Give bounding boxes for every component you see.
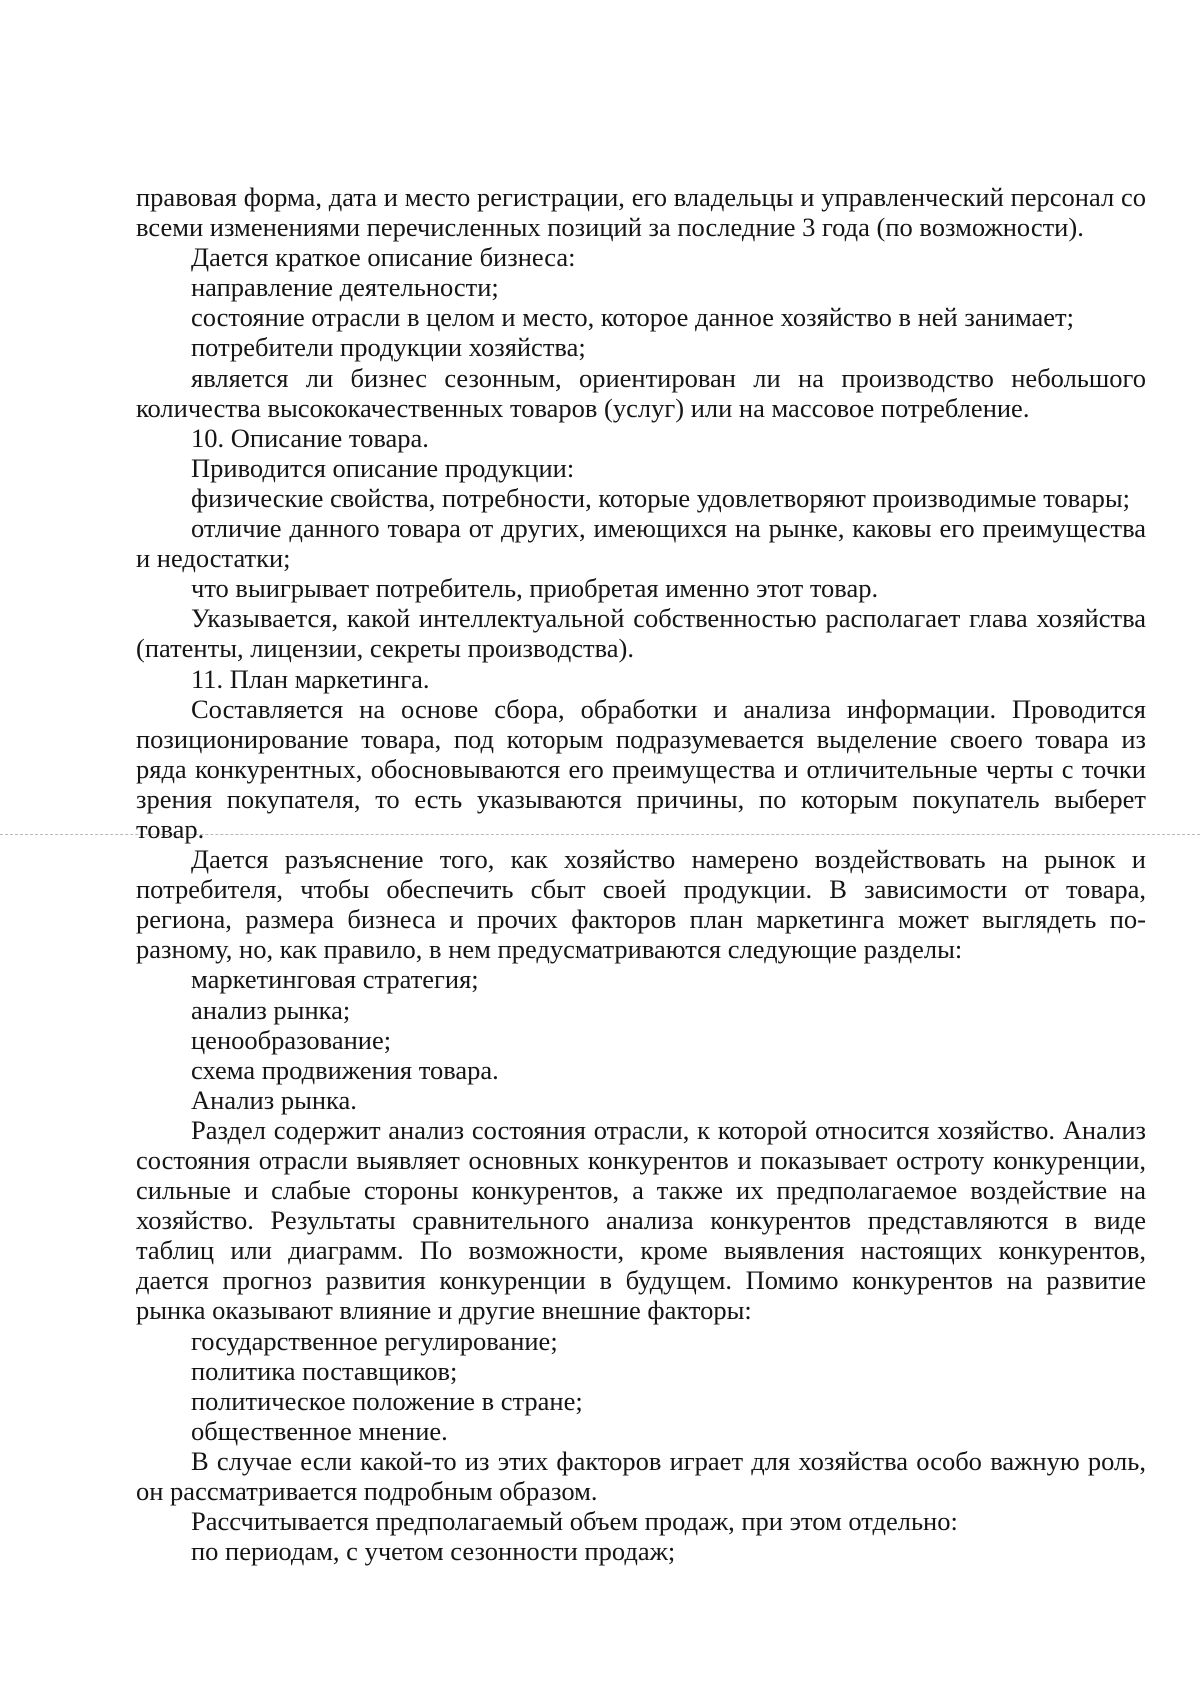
list-item: направление деятельности; [191, 272, 499, 303]
section-heading: 10. Описание товара. [191, 422, 429, 453]
list-item: государственное регулирование; [191, 1325, 558, 1356]
list-item: физические свойства, потребности, которые удовлетворяют производимые товары; [191, 482, 1131, 513]
paragraph: В случае если какой-то из этих факторов играет для хозяйства особо важную роль, он рассматривается подробным образом. [136, 1445, 1146, 1507]
list-item: потребители продукции хозяйства; [191, 332, 586, 363]
paragraph: Составляется на основе сбора, обработки и анализа информации. Проводится позиционирование товара, под которым подразумевается выделение своего товара из ряда конкурентных, обосновываются его преимущества и отличительные черты с точки зрения покупателя, то есть указываются причины, по которым покупатель выберет товар. [136, 693, 1146, 844]
list-item: является ли бизнес сезонным, ориентирован ли на производство небольшого количества высококачественных товаров (услуг) или на массовое потребление. [136, 362, 1146, 423]
list-item: общественное мнение. [191, 1415, 448, 1446]
section-heading: 11. План маркетинга. [191, 663, 430, 694]
list-item: маркетинговая стратегия; [191, 964, 479, 995]
paragraph: Приводится описание продукции: [191, 452, 575, 483]
list-item: что выигрывает потребитель, приобретая именно этот товар. [191, 573, 879, 604]
list-item: политическое положение в стране; [191, 1385, 583, 1416]
document-body [136, 182, 1146, 1566]
list-item: политика поставщиков; [191, 1355, 458, 1386]
list-item: отличие данного товара от других, имеющихся на рынке, каковы его преимущества и недостатки; [136, 513, 1146, 574]
list-item: анализ рынка; [191, 994, 351, 1025]
list-item: по периодам, с учетом сезонности продаж; [191, 1536, 676, 1567]
list-item: состояние отрасли в целом и место, которое данное хозяйство в ней занимает; [191, 302, 1075, 333]
paragraph: Указывается, какой интеллектуальной собственностью располагает глава хозяйства (патенты, лицензии, секреты производства). [136, 603, 1146, 664]
paragraph: правовая форма, дата и место регистрации, его владельцы и управленческий персонал со всеми изменениями перечисленных позиций за последние 3 года (по возможности). [136, 182, 1146, 243]
paragraph: Дается краткое описание бизнеса: [191, 242, 576, 273]
paragraph: Раздел содержит анализ состояния отрасли, к которой относится хозяйство. Анализ состояния отрасли выявляет основных конкурентов и показывает остроту конкуренции, сильные и слабые стороны конкурентов, а также их предполагаемое воздействие на хозяйство. Результаты сравнительного анализа конкурентов представляются в виде таблиц или диаграмм. По возможности, кроме выявления настоящих конкурентов, дается прогноз развития конкуренции в будущем. Помимо конкурентов на развитие рынка оказывают влияние и другие внешние факторы: [136, 1114, 1146, 1326]
paragraph: Дается разъяснение того, как хозяйство намерено воздействовать на рынок и потребителя, чтобы обеспечить сбыт своей продукции. В зависимости от товара, региона, размера бизнеса и прочих факторов план маркетинга может выглядеть по-разному, но, как правило, в нем предусматриваются следующие разделы: [136, 844, 1146, 965]
list-item: схема продвижения товара. [191, 1054, 499, 1085]
paragraph: Рассчитывается предполагаемый объем продаж, при этом отдельно: [191, 1506, 958, 1537]
subsection-heading: Анализ рынка. [191, 1084, 357, 1115]
list-item: ценообразование; [191, 1024, 392, 1055]
